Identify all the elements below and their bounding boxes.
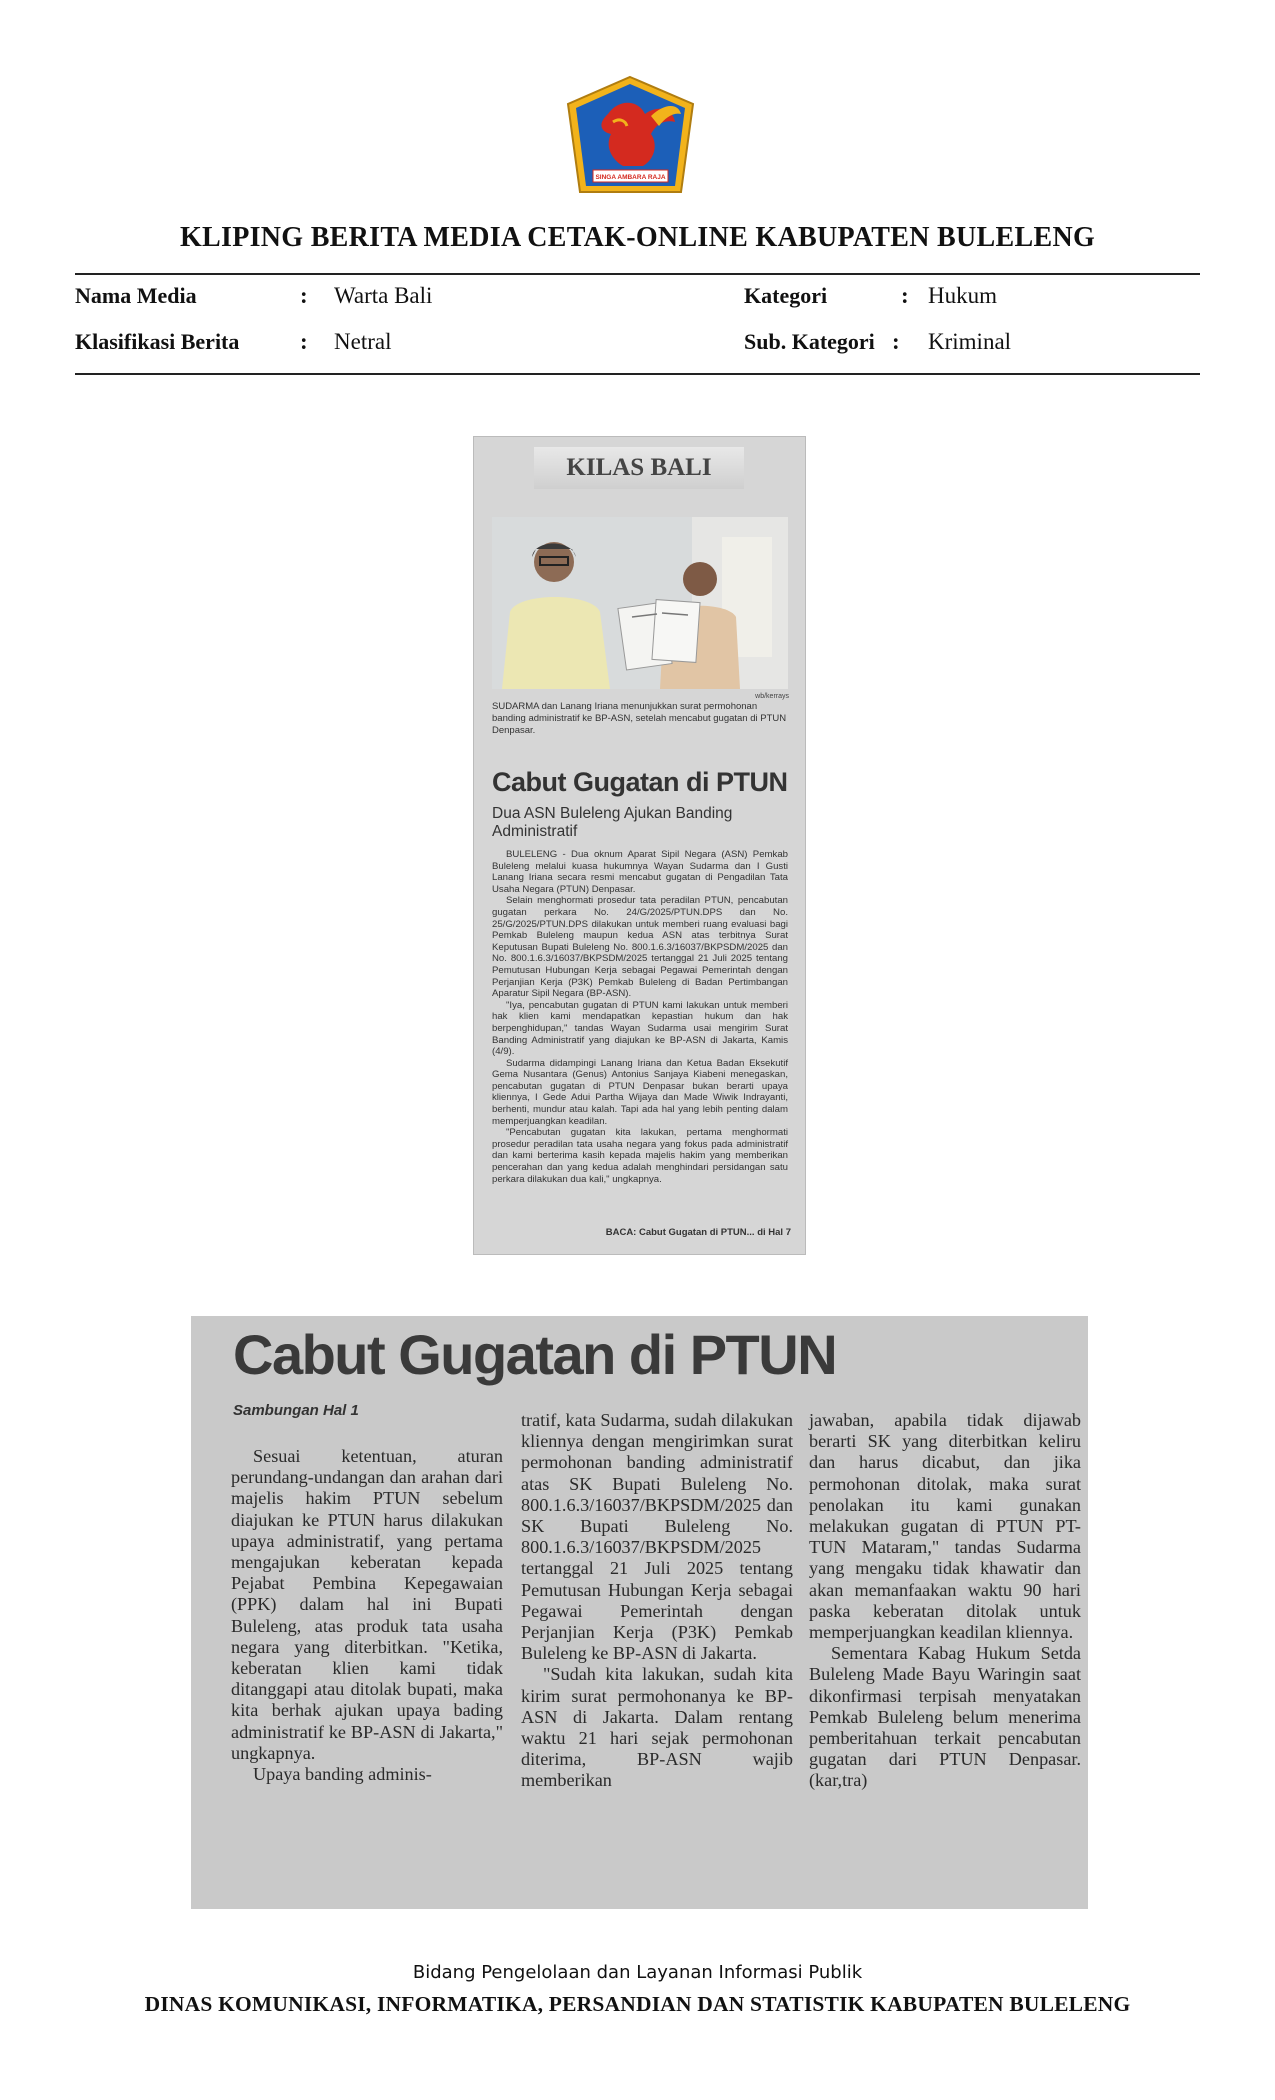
classification-label: Klasifikasi Berita	[75, 329, 240, 354]
subcategory-label: Sub. Kategori	[744, 329, 875, 354]
jump-label: Sambungan Hal 1	[233, 1402, 359, 1419]
front-paragraph: "Pencabutan gugatan kita lakukan, pertama menghormati prosedur peradilan tata usaha negara yang fokus pada administratif dan kami berterima kasih kepada majelis hakim yang memberikan pencerahan dan yang kedua adalah menghindari persidangan satu perkara dilakukan dua kali," ungkapnya.	[492, 1127, 788, 1185]
media-value: Warta Bali	[334, 283, 433, 308]
continuation-note: BACA: Cabut Gugatan di PTUN... di Hal 7	[605, 1227, 791, 1238]
category-value: Hukum	[928, 283, 997, 308]
footer-unit: Bidang Pengelolaan dan Layanan Informasi Publik	[412, 1962, 863, 1983]
footer-agency: DINAS KOMUNIKASI, INFORMATIKA, PERSANDIAN DAN STATISTIK KABUPATEN BULELENG	[144, 1992, 1131, 2016]
front-headline: Cabut Gugatan di PTUN	[492, 767, 788, 797]
column-paragraph: jawaban, apabila tidak dijawab berarti SK yang diterbitkan keliru dan harus dicabut, dan jika permohonan ditolak, maka surat penolakan itu kami gunakan melakukan gugatan di PTUN PT-TUN Mataram," tandas Sudarma yang mengaku tidak khawatir dan akan memanfaakan waktu 90 hari paska keberatan ditolak untuk memperjuangkan keadilan kliennya.	[809, 1410, 1081, 1643]
subcategory-value: Kriminal	[928, 329, 1012, 354]
media-colon: :	[300, 283, 308, 308]
column-paragraph: Sementara Kabag Hukum Setda Buleleng Made Bayu Waringin saat dikonfirmasi terpisah menyatakan Pemkab Buleleng belum menerima pemberitahuan terkait pencabutan gugatan dari PTUN Denpasar. (kar,tra)	[809, 1643, 1081, 1791]
front-article-body	[492, 849, 788, 1185]
front-paragraph: BULELENG - Dua oknum Aparat Sipil Negara (ASN) Pemkab Buleleng melalui kuasa hukumnya Wayan Sudarma dan I Gusti Lanang Iriana secara resmi mencabut gugatan di Pengadilan Tata Usaha Negara (PTUN) Denpasar.	[492, 849, 788, 895]
front-page-clipping	[473, 436, 806, 1255]
rubric-banner: KILAS BALI	[534, 447, 744, 489]
header-rule-top	[75, 273, 1200, 275]
header-rule-bottom	[75, 373, 1200, 375]
column-paragraph: Upaya banding adminis-	[253, 1764, 432, 1785]
media-label: Nama Media	[75, 283, 197, 308]
photo-caption: SUDARMA dan Lanang Iriana menunjukkan surat permohonan banding administratif ke BP-ASN, setelah mencabut gugatan di PTUN Denpasar.	[492, 701, 787, 736]
continued-headline: Cabut Gugatan di PTUN	[233, 1323, 837, 1386]
classification-value: Netral	[334, 329, 392, 354]
subcategory-colon: :	[892, 329, 900, 354]
category-colon: :	[901, 283, 909, 308]
column-paragraph: tratif, kata Sudarma, sudah dilakukan kliennya dengan mengirimkan surat permohonan banding administratif atas SK Bupati Buleleng No. 800.1.6.3/16037/BKPSDM/2025 dan SK Bupati Buleleng No. 800.1.6.3/16037/BKPSDM/2025 tertanggal 21 Juli 2025 tentang Pemutusan Hubungan Kerja sebagai Pegawai Pemerintah dengan Perjanjian Kerja (P3K) Pemkab Buleleng ke BP-ASN di Jakarta.	[521, 1410, 793, 1664]
front-paragraph: Selain menghormati prosedur tata peradilan PTUN, pencabutan gugatan perkara No. 24/G/2025/PTUN.DPS dan No. 25/G/2025/PTUN.DPS dilakukan untuk memberi ruang evaluasi bagi Pemkab Buleleng maupun kedua ASN atas terbitnya Surat Keputusan Bupati Buleleng No. 800.1.6.3/16037/BKPSDM/2025 dan No. 800.1.6.3/16037/BKPSDM/2025 tertanggal 21 Juli 2025 tentang Pemutusan Hubungan Kerja sebagai Pegawai Pemerintah dengan Perjanjian Kerja (P3K) Pemkab Buleleng di Badan Pertimbangan Aparatur Sipil Negara (BP-ASN).	[492, 895, 788, 1000]
continued-page-clipping	[191, 1316, 1088, 1909]
article-column-1	[231, 1446, 503, 1785]
logo-motto-text: SINGA AMBARA RAJA	[595, 174, 666, 181]
front-subheadline: Dua ASN Buleleng Ajukan Banding Administratif	[492, 805, 733, 840]
photo-credit: wb/kerrays	[755, 693, 789, 700]
front-paragraph: "Iya, pencabutan gugatan di PTUN kami lakukan untuk memberi hak klien kami mendapatkan kepastian hukum dan hak berpenghidupan," tandas Wayan Sudarma usai mengirim Surat Banding Administratif yang diajukan ke BP-ASN di Jakarta, Kamis (4/9).	[492, 999, 788, 1058]
article-column-3	[809, 1410, 1081, 1792]
column-paragraph: Sesuai ketentuan, aturan perundang-undangan dan arahan dari majelis hakim PTUN sebelum diajukan ke PTUN harus dilakukan upaya administratif, yang pertama mengajukan keberatan kepada Pejabat Pembina Kepegawaian (PPK) dalam hal ini Bupati Buleleng, atas produk tata usaha negara yang diterbitkan. "Ketika, keberatan klien kami tidak ditanggapi atau ditolak bupati, maka kita berhak ajukan upaya bading administratif ke BP-ASN di Jakarta," ungkapnya.	[231, 1446, 503, 1763]
news-photo	[492, 517, 788, 689]
front-paragraph: Sudarma didampingi Lanang Iriana dan Ketua Badan Eksekutif Gema Nusantara (Genus) Antonius Sanjaya Kiabeni menegaskan, pencabutan gugatan di PTUN Denpasar bukan berarti upaya kliennya, I Gede Adui Partha Wijaya dan Made Wiwik Indrayanti, berhenti, mundur atau kalah. Tapi ada hal yang lebih penting dalam memperjuangkan keadilan.	[492, 1057, 788, 1127]
classification-colon: :	[300, 329, 308, 354]
buleleng-coat-of-arms-logo	[563, 74, 698, 199]
article-column-2	[521, 1410, 793, 1792]
document-title: KLIPING BERITA MEDIA CETAK-ONLINE KABUPATEN BULELENG	[179, 222, 1096, 253]
column-paragraph: "Sudah kita lakukan, sudah kita kirim surat permohonanya ke BP-ASN di Jakarta. Dalam rentang waktu 21 hari sejak permohonan diterima, BP-ASN wajib memberikan	[521, 1664, 793, 1791]
category-label: Kategori	[744, 283, 828, 308]
